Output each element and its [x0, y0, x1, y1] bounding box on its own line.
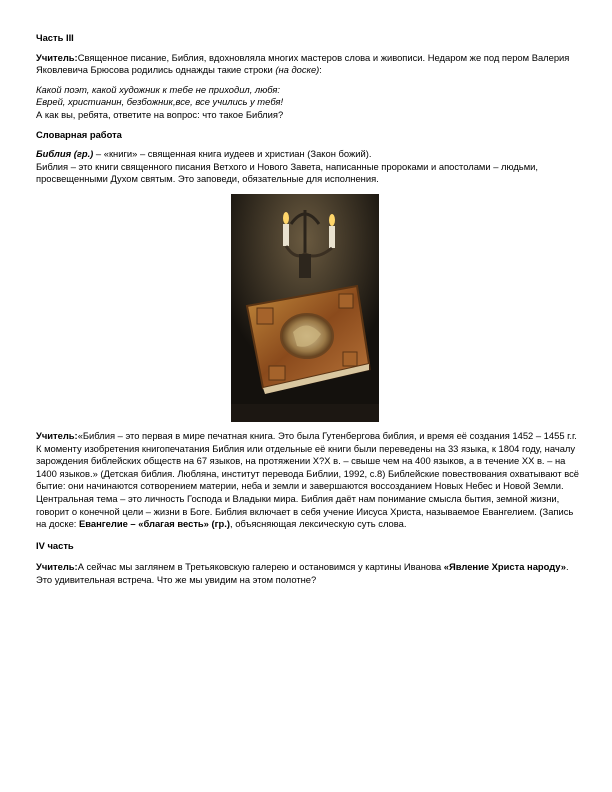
document-page	[36, 32, 580, 586]
painting-intro-text: А сейчас мы заглянем в Третьяковскую галерею и остановимся у картины Иванова	[77, 561, 444, 573]
intro-text: Священное писание, Библия, вдохновляла многих мастеров слова и живописи. Недаром же под пером Валерия Яковлевича Брюсова родились однажды такие строки	[36, 51, 570, 76]
vocabulary-heading: Словарная работа	[36, 128, 122, 140]
speaker-label: Учитель:	[36, 429, 78, 441]
poem-line-1: Какой поэт, какой художник к тебе не приходил, любя:	[36, 83, 281, 95]
bible-history-text: «Библия – это первая в мире печатная книга. Это была Гутенбергова библия, и время её создания 1452 – 1455 г.г. К моменту изобретения книгопечатания Библия или отдельные её книги были переведены на 33 языка, к 1804 году, началу зарождения библейских обществ на 67 языков, на протяжении Х?Х в. – свыше чем на 400 языков, а в течение ХХ в. – на 1400 языков.» (Детская библия. Любляна, институт перевода Библии, 1992, с.8) Библейские повествования охватывают всё бытие: они начинаются сотворением материи, неба и земли и завершаются воссозданием Новых Небес и Новой Земли. Центральная тема – это личность Господа и Владыки мира. Библия даёт нам понимание смысла бытия, земной жизни, говорит о конечной цели – жизни в Боге. Библия включает в себя учение Иисуса Христа, называемое Евангелием. (Запись на доске:	[36, 429, 580, 530]
part-3-heading: Часть III	[36, 32, 74, 43]
gospel-term: Евангелие – «благая весть» (гр.)	[79, 518, 230, 530]
vocabulary-definition: Библия – это книги священного писания Ветхого и Нового Завета, написанные пророками и апостолами – людьми, просвещенными Духом святым. Это заповеди, обязательные для исполнения.	[36, 160, 538, 185]
speaker-label: Учитель:	[36, 561, 78, 573]
vocabulary-term: Библия (гр.)	[36, 148, 94, 160]
gospel-tail: , объясняющая лексическую суть слова.	[229, 518, 407, 530]
intro-colon: :	[319, 64, 322, 76]
painting-title: «Явление Христа народу»	[443, 561, 566, 573]
poem-line-2: Еврей, христианин, безбожник,все, все учились у тебя!	[36, 96, 284, 108]
part-4-heading: IV часть	[36, 539, 74, 551]
vocabulary-term-line	[36, 148, 580, 161]
painting-tail-text: . Это удивительная встреча. Что же мы увидим на этом полотне?	[36, 561, 569, 585]
bible-photo-illustration	[231, 194, 379, 422]
bible-with-candles-photo	[231, 194, 379, 422]
question-text: А как вы, ребята, ответите на вопрос: что такое Библия?	[36, 108, 284, 120]
teacher-intro-paragraph	[36, 52, 580, 77]
speaker-label: Учитель:	[36, 51, 78, 63]
teacher-bible-paragraph	[36, 430, 580, 531]
board-note: (на доске)	[275, 64, 320, 76]
teacher-painting-paragraph	[36, 561, 580, 586]
vocabulary-term-definition: – «книги» – священная книга иудеев и христиан (Закон божий).	[93, 148, 372, 160]
